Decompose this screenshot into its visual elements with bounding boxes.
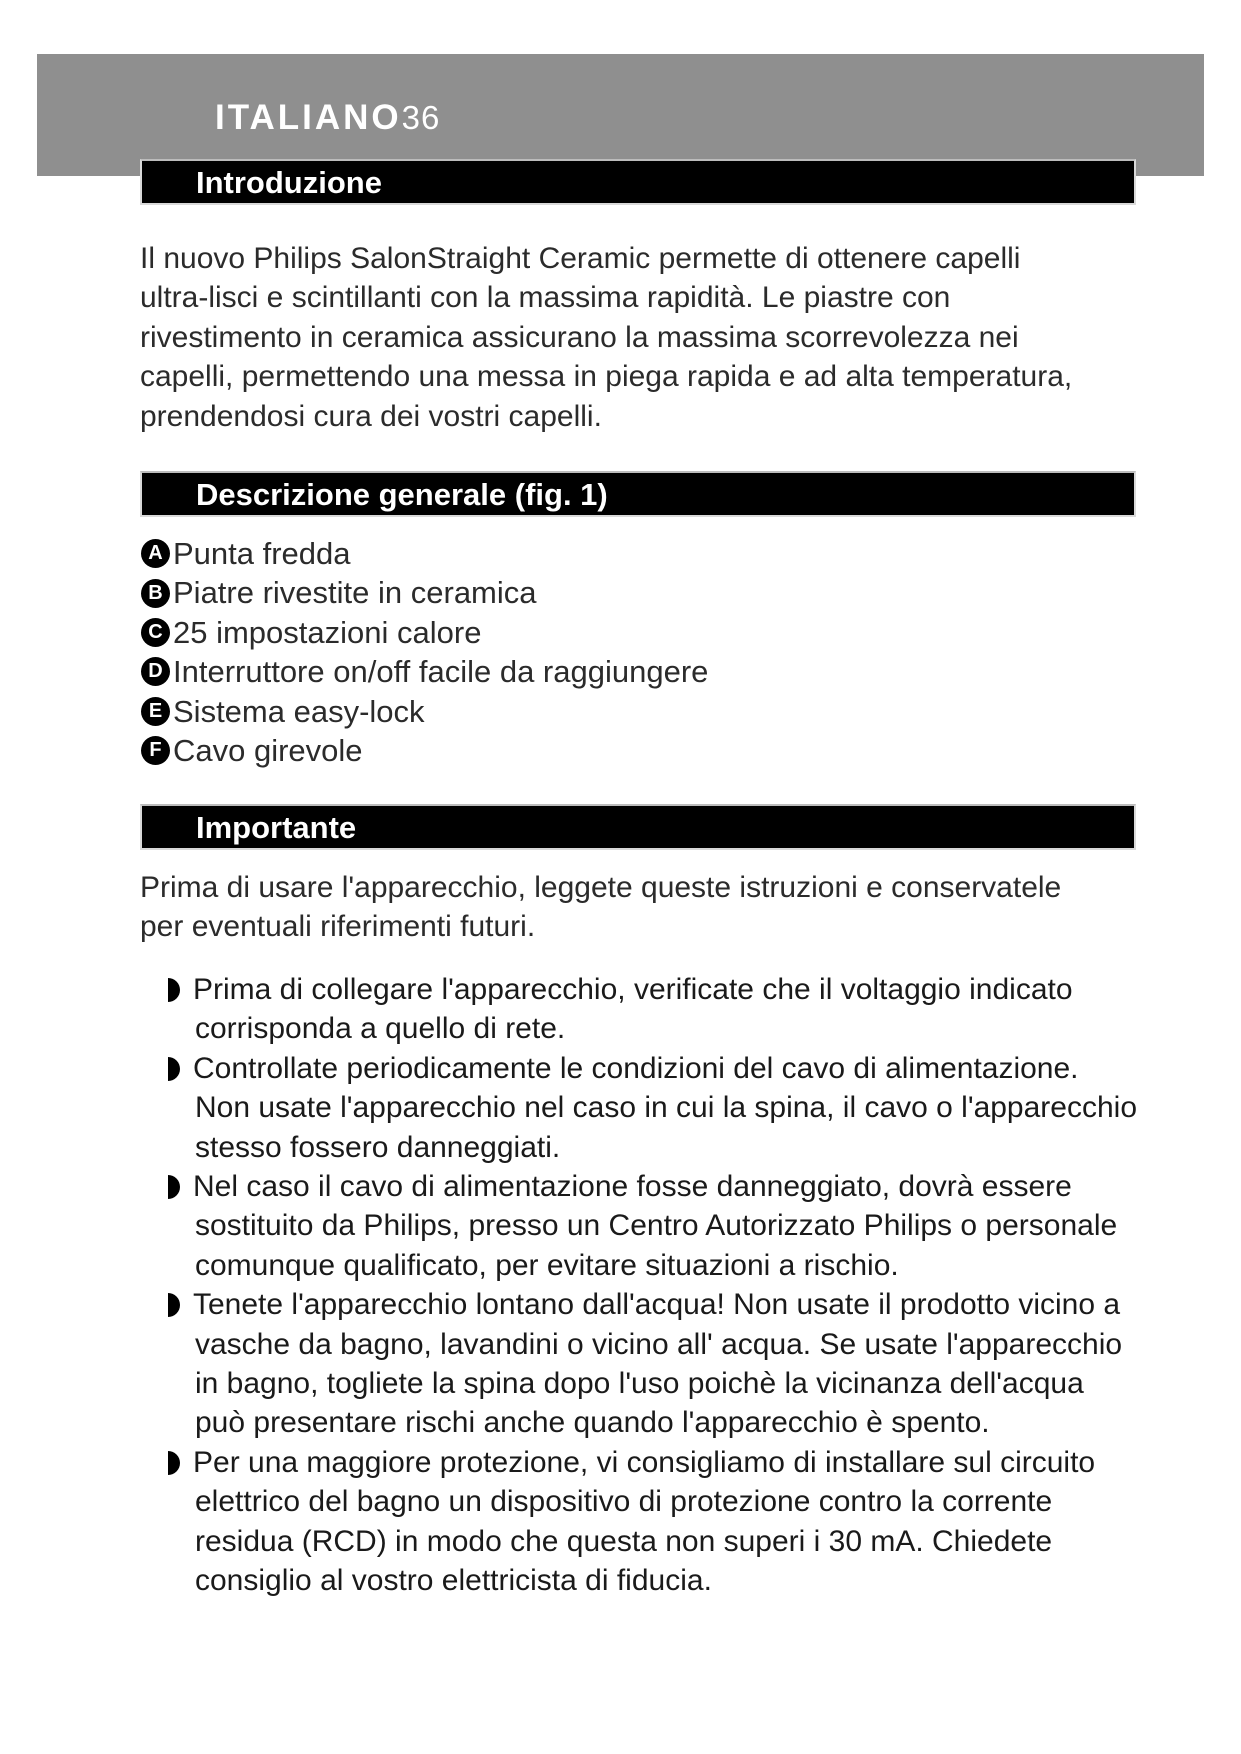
text-line: ultra-lisci e scintillanti con la massima rapidità. Le piastre con <box>140 281 951 315</box>
warning-text: Controllate periodicamente le condizioni del cavo di alimentazione. Non usate l'apparecchio nel caso in cui la spina, il cavo o l'apparecchio stesso fossero danneggiati. <box>193 1051 1138 1164</box>
warnings-list <box>140 970 1140 1601</box>
bullet-icon <box>168 1451 180 1475</box>
list-item <box>141 534 708 573</box>
text-line: Prima di usare l'apparecchio, leggete queste istruzioni e conservatele <box>140 871 1062 904</box>
page-number: 36 <box>401 99 441 136</box>
bullet-icon <box>168 1175 180 1199</box>
list-item <box>141 652 708 691</box>
bullet-icon <box>168 1293 180 1317</box>
language-label: ITALIANO <box>215 98 402 137</box>
warning-item <box>140 1167 1140 1285</box>
header-band <box>37 54 1204 176</box>
text-line: per eventuali riferimenti futuri. <box>140 910 536 944</box>
part-label: Sistema easy-lock <box>173 693 425 729</box>
warning-text: Prima di collegare l'apparecchio, verificate che il voltaggio indicato corrisponda a quello di rete. <box>193 973 1073 1046</box>
bullet-icon <box>168 1057 180 1081</box>
section-heading-importante <box>140 804 1136 850</box>
section-title: Descrizione generale (fig. 1) <box>196 477 608 512</box>
bullet-icon <box>168 978 180 1002</box>
page-header <box>215 98 440 138</box>
section-heading-introduzione <box>140 159 1136 205</box>
important-intro-paragraph <box>140 868 1140 947</box>
section-heading-descrizione <box>140 471 1136 517</box>
part-label: Piatre rivestite in ceramica <box>173 575 537 611</box>
list-item <box>141 731 708 770</box>
list-item <box>141 613 708 652</box>
text-line: rivestimento in ceramica assicurano la massima scorrevolezza nei <box>140 320 1019 354</box>
text-line: prendendosi cura dei vostri capelli. <box>140 399 602 433</box>
list-item <box>141 573 708 612</box>
warning-text: Per una maggiore protezione, vi consigliamo di installare sul circuito elettrico del bagno un dispositivo di protezione contro la corrente residua (RCD) in modo che questa non superi i 30 mA. Chiedete consiglio al vostro elettricista di fiducia. <box>193 1445 1096 1598</box>
letter-b-icon: B <box>141 579 170 608</box>
letter-a-icon: A <box>141 539 170 568</box>
letter-e-icon: E <box>141 697 170 726</box>
section-title: Introduzione <box>196 165 382 200</box>
warning-text: Tenete l'apparecchio lontano dall'acqua! Non usate il prodotto vicino a vasche da bagno, lavandini o vicino all' acqua. Se usate l'apparecchio in bagno, togliete la spina dopo l'uso poichè la vicinanza dell'acqua può presentare rischi anche quando l'apparecchio è spento. <box>193 1288 1123 1440</box>
letter-c-icon: C <box>141 618 170 647</box>
warning-item <box>140 1049 1140 1167</box>
letter-f-icon: F <box>141 736 170 765</box>
warning-item <box>140 1285 1140 1443</box>
intro-paragraph <box>140 239 1140 436</box>
part-label: Interruttore on/off facile da raggiungere <box>173 654 709 690</box>
list-item <box>141 692 708 731</box>
part-label: Cavo girevole <box>173 733 363 769</box>
parts-list <box>141 534 708 770</box>
warning-item <box>140 970 1140 1049</box>
part-label: Punta fredda <box>173 536 351 571</box>
warning-item <box>140 1443 1140 1601</box>
warning-text: Nel caso il cavo di alimentazione fosse danneggiato, dovrà essere sostituito da Philips, presso un Centro Autorizzato Philips o personale comunque qualificato, per evitare situazioni a rischio. <box>193 1170 1118 1282</box>
letter-d-icon: D <box>141 657 170 686</box>
part-label: 25 impostazioni calore <box>173 614 482 650</box>
text-line: capelli, permettendo una messa in piega rapida e ad alta temperatura, <box>140 360 1073 394</box>
text-line: Il nuovo Philips SalonStraight Ceramic permette di ottenere capelli <box>140 242 1021 275</box>
section-title: Importante <box>196 810 357 845</box>
